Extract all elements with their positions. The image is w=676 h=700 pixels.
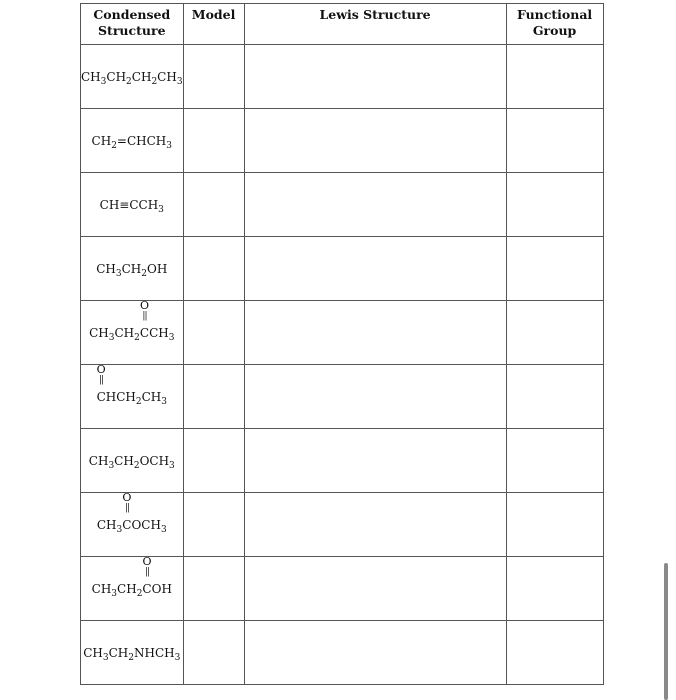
lewis-structure-cell[interactable]: [244, 429, 506, 493]
vertical-scrollbar[interactable]: [664, 563, 668, 700]
functional-group-cell[interactable]: [506, 365, 603, 429]
condensed-formula: $CH\equiv CCH_3$: [99, 197, 164, 215]
carbonyl-oxygen: O: [122, 490, 132, 504]
condensed-formula: C O || $HCH_2CH_3$: [96, 362, 167, 407]
lewis-structure-cell[interactable]: [244, 365, 506, 429]
model-cell[interactable]: [183, 429, 244, 493]
double-bond: ||: [144, 566, 150, 577]
table-row: [81, 365, 604, 429]
carbonyl-carbon: C O ||: [139, 298, 150, 340]
model-cell[interactable]: [183, 237, 244, 301]
table-row: [81, 301, 604, 365]
model-cell[interactable]: [183, 557, 244, 621]
table-row: [81, 109, 604, 173]
functional-group-cell[interactable]: [506, 109, 603, 173]
carbonyl-oxygen: O: [96, 362, 106, 376]
condensed-formula: $CH_3CH_2NHCH_3$: [83, 645, 181, 663]
table-row: [81, 621, 604, 685]
table-row: [81, 173, 604, 237]
functional-group-cell[interactable]: [506, 621, 603, 685]
header-condensed-structure: Condensed Structure: [81, 4, 184, 45]
functional-group-cell[interactable]: [506, 45, 603, 109]
model-cell[interactable]: [183, 109, 244, 173]
double-bond: ||: [142, 310, 147, 321]
condensed-formula: $CH_3CH_2C$ O || $CH_3$: [89, 298, 175, 343]
carbonyl-carbon: C O ||: [96, 362, 106, 404]
functional-group-cell[interactable]: [506, 301, 603, 365]
condensed-structure-cell: [81, 237, 184, 301]
lewis-structure-cell[interactable]: [244, 493, 506, 557]
table-row: [81, 45, 604, 109]
table-row: [81, 237, 604, 301]
table-row: [81, 493, 604, 557]
lewis-structure-cell[interactable]: [244, 621, 506, 685]
model-cell[interactable]: [183, 365, 244, 429]
double-bond: ||: [99, 374, 104, 385]
functional-group-cell[interactable]: [506, 173, 603, 237]
condensed-formula: $CH_3CH_2CH_2CH_3$: [81, 69, 183, 87]
condensed-structure-cell: [81, 45, 184, 109]
condensed-structure-cell: [81, 173, 184, 237]
model-cell[interactable]: [183, 173, 244, 237]
carbonyl-oxygen: O: [139, 298, 149, 312]
functional-group-cell[interactable]: [506, 237, 603, 301]
header-row: [81, 4, 604, 45]
model-cell[interactable]: [183, 45, 244, 109]
condensed-formula: $CH_3C$ O || $OCH_3$: [96, 490, 167, 535]
condensed-structure-cell: [81, 554, 184, 621]
condensed-formula: $CH_3CH_2C$ O || OH: [91, 554, 172, 599]
condensed-structure-cell: [81, 298, 184, 365]
table-row: [81, 429, 604, 493]
condensed-formula: $CH_2=CHCH_3$: [91, 133, 173, 151]
header-lewis-structure: Lewis Structure: [244, 4, 506, 45]
condensed-structure-cell: [81, 490, 184, 557]
lewis-structure-cell[interactable]: [244, 45, 506, 109]
header-functional-group: Functional Group: [506, 4, 603, 45]
structure-table: [80, 3, 604, 685]
condensed-structure-cell: [81, 362, 184, 429]
functional-group-cell[interactable]: [506, 493, 603, 557]
model-cell[interactable]: [183, 621, 244, 685]
carbonyl-carbon: C O ||: [122, 490, 132, 532]
functional-group-cell[interactable]: [506, 557, 603, 621]
model-cell[interactable]: [183, 301, 244, 365]
lewis-structure-cell[interactable]: [244, 173, 506, 237]
lewis-structure-cell[interactable]: [244, 301, 506, 365]
condensed-structure-cell: [81, 621, 184, 685]
functional-group-cell[interactable]: [506, 429, 603, 493]
lewis-structure-cell[interactable]: [244, 237, 506, 301]
lewis-structure-cell[interactable]: [244, 109, 506, 173]
condensed-formula: $CH_3CH_2OCH_3$: [88, 453, 175, 471]
table-row: [81, 557, 604, 621]
header-model: Model: [183, 4, 244, 45]
condensed-structure-cell: [81, 109, 184, 173]
model-cell[interactable]: [183, 493, 244, 557]
double-bond: ||: [124, 502, 129, 513]
lewis-structure-cell[interactable]: [244, 557, 506, 621]
condensed-formula: $CH_3CH_2OH$: [96, 261, 168, 279]
condensed-structure-cell: [81, 429, 184, 493]
carbonyl-oxygen: O: [142, 554, 152, 568]
carbonyl-carbon: C O ||: [142, 554, 152, 596]
